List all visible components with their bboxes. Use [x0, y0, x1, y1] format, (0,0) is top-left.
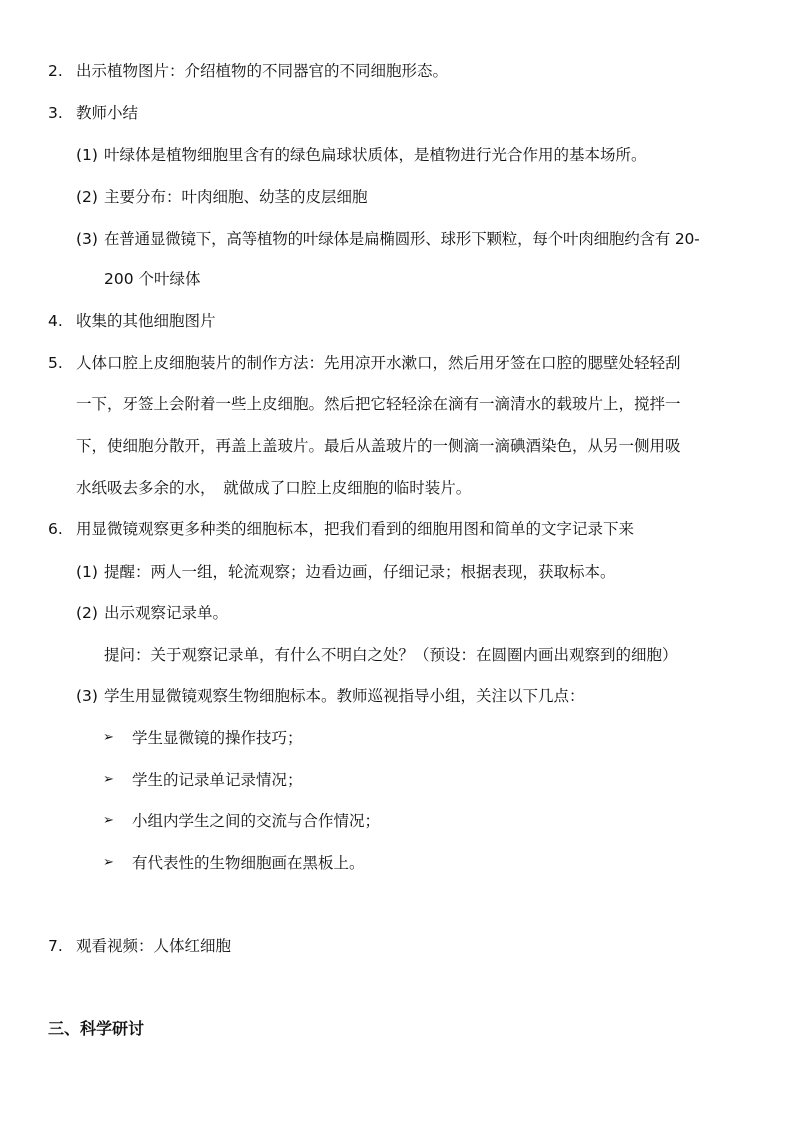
bullet-text: 学生的记录单记录情况；: [132, 771, 303, 789]
item-number: 5.: [48, 354, 63, 372]
question-text: 提问：关于观察记录单，有什么不明白之处？（预设：在圆圈内画出观察到的细胞）: [104, 646, 678, 664]
section-heading: 三、科学研讨: [48, 1019, 145, 1038]
item-text: 观看视频：人体红细胞: [76, 937, 232, 955]
bullet-text: 学生显微镜的操作技巧；: [132, 729, 303, 747]
item-number: 7.: [48, 937, 63, 955]
sub-item-number: (3): [76, 230, 98, 248]
sub-item-text: 出示观察记录单。: [104, 604, 229, 622]
arrow-bullet-icon: ➢: [103, 813, 114, 828]
item-text-line: 水纸吸去多余的水， 就做成了口腔上皮细胞的临时装片。: [76, 479, 472, 497]
arrow-bullet-icon: ➢: [103, 855, 114, 870]
bullet-text: 有代表性的生物细胞画在黑板上。: [132, 854, 365, 872]
item-number: 3.: [48, 104, 63, 122]
sub-item-text: 提醒：两人一组，轮流观察；边看边画，仔细记录；根据表现，获取标本。: [104, 563, 616, 581]
item-text: 收集的其他细胞图片: [76, 312, 216, 330]
item-text: 教师小结: [76, 104, 139, 122]
sub-item-text: 主要分布：叶肉细胞、幼茎的皮层细胞: [104, 188, 368, 206]
item-text-line: 一下，牙签上会附着一些上皮细胞。然后把它轻轻涂在滴有一滴清水的载玻片上，搅拌一: [76, 395, 681, 413]
sub-item-number: (2): [76, 188, 98, 206]
sub-item-number: (1): [76, 563, 98, 581]
item-number: 4.: [48, 312, 63, 330]
item-number: 2.: [48, 62, 63, 80]
sub-item-number: (2): [76, 604, 98, 622]
sub-item-number: (3): [76, 687, 98, 705]
item-text: 出示植物图片：介绍植物的不同器官的不同细胞形态。: [76, 62, 449, 80]
item-text-line: 下，使细胞分散开，再盖上盖玻片。最后从盖玻片的一侧滴一滴碘酒染色，从另一侧用吸: [76, 437, 681, 455]
sub-item-text: 叶绿体是植物细胞里含有的绿色扁球状质体，是植物进行光合作用的基本场所。: [104, 146, 647, 164]
sub-item-text: 在普通显微镜下，高等植物的叶绿体是扁椭圆形、球形下颗粒，每个叶肉细胞约含有 20-: [104, 230, 700, 248]
arrow-bullet-icon: ➢: [103, 730, 114, 745]
arrow-bullet-icon: ➢: [103, 772, 114, 787]
sub-item-number: (1): [76, 146, 98, 164]
sub-item-text: 学生用显微镜观察生物细胞标本。教师巡视指导小组，关注以下几点：: [104, 687, 585, 705]
item-text: 用显微镜观察更多种类的细胞标本，把我们看到的细胞用图和简单的文字记录下来: [76, 520, 635, 538]
sub-item-text: 200 个叶绿体: [104, 270, 201, 288]
item-text-line: 人体口腔上皮细胞装片的制作方法：先用凉开水漱口，然后用牙签在口腔的腮壁处轻轻刮: [76, 354, 681, 372]
bullet-text: 小组内学生之间的交流与合作情况；: [132, 812, 381, 830]
item-number: 6.: [48, 520, 63, 538]
